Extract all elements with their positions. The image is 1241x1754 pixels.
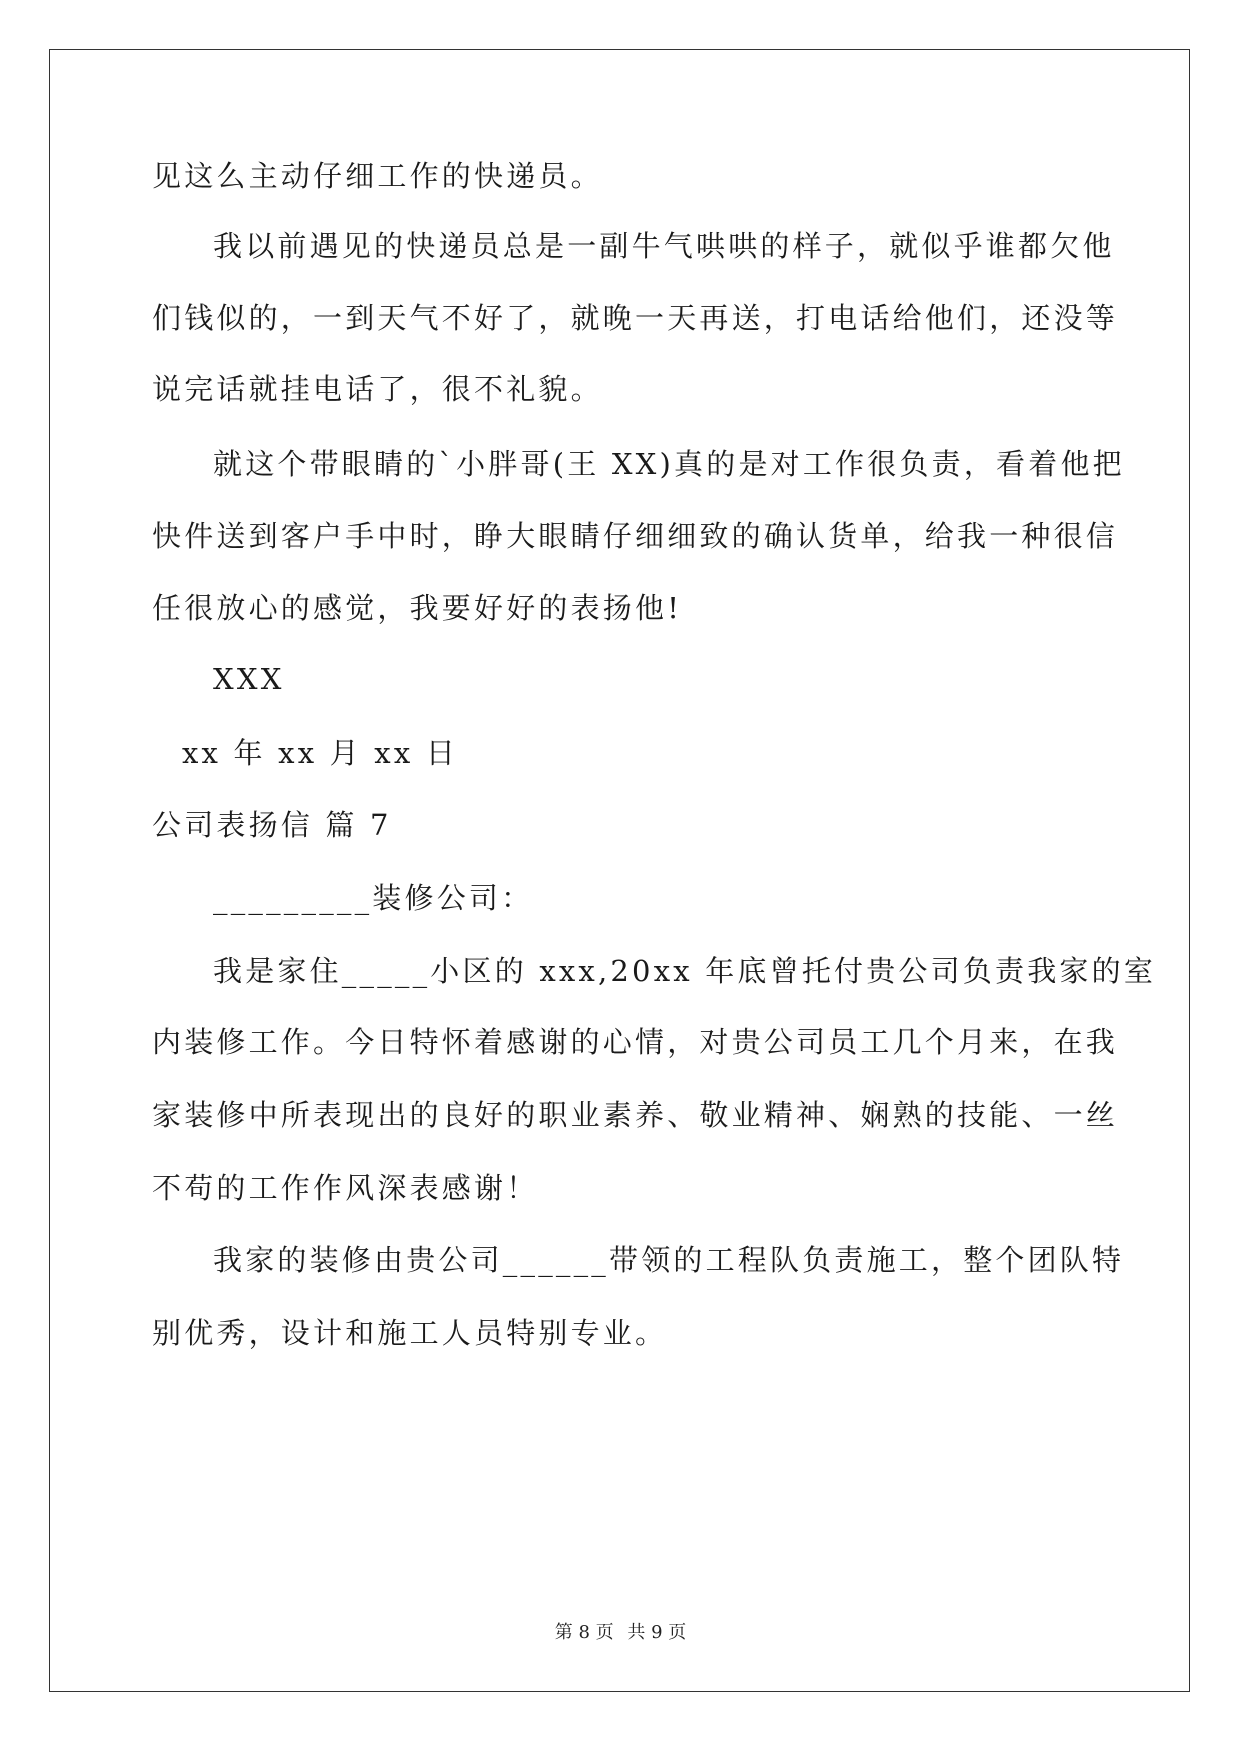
paragraph-line: 任很放心的感觉，我要好好的表扬他! <box>152 591 683 625</box>
paragraph-line: 别优秀，设计和施工人员特别专业。 <box>152 1316 668 1350</box>
page-total: 共 9 页 <box>627 1622 687 1643</box>
paragraph-line: 不苟的工作作风深表感谢！ <box>152 1171 539 1205</box>
page-number: 第 8 页 <box>554 1622 614 1643</box>
paragraph-line: 见这么主动仔细工作的快递员。 <box>152 159 603 193</box>
paragraph-line: 就这个带眼睛的`小胖哥(王 XX)真的是对工作很负责，看着他把 <box>213 447 1125 481</box>
paragraph-line: 们钱似的，一到天气不好了，就晚一天再送，打电话给他们，还没等 <box>152 301 1119 335</box>
date-line: xx 年 xx 月 xx 日 <box>182 736 459 770</box>
paragraph-line: 快件送到客户手中时，睁大眼睛仔细细致的确认货单，给我一种很信 <box>152 519 1119 553</box>
paragraph-line: 我是家住_____小区的 xxx,20xx 年底曾托付贵公司负责我家的室 <box>213 954 1157 988</box>
paragraph-line: 家装修中所表现出的良好的职业素养、敬业精神、娴熟的技能、一丝 <box>152 1098 1119 1132</box>
page-border <box>49 49 1190 1692</box>
page-footer <box>0 1622 1241 1644</box>
section-heading: 公司表扬信 篇 7 <box>152 808 392 842</box>
paragraph-line: 说完话就挂电话了，很不礼貌。 <box>152 372 603 406</box>
signature: XXX <box>213 662 285 696</box>
salutation: _________装修公司： <box>213 881 534 915</box>
paragraph-line: 我家的装修由贵公司______带领的工程队负责施工，整个团队特 <box>213 1243 1125 1277</box>
paragraph-line: 内装修工作。今日特怀着感谢的心情，对贵公司员工几个月来，在我 <box>152 1025 1119 1059</box>
paragraph-line: 我以前遇见的快递员总是一副牛气哄哄的样子，就似乎谁都欠他 <box>213 229 1115 263</box>
